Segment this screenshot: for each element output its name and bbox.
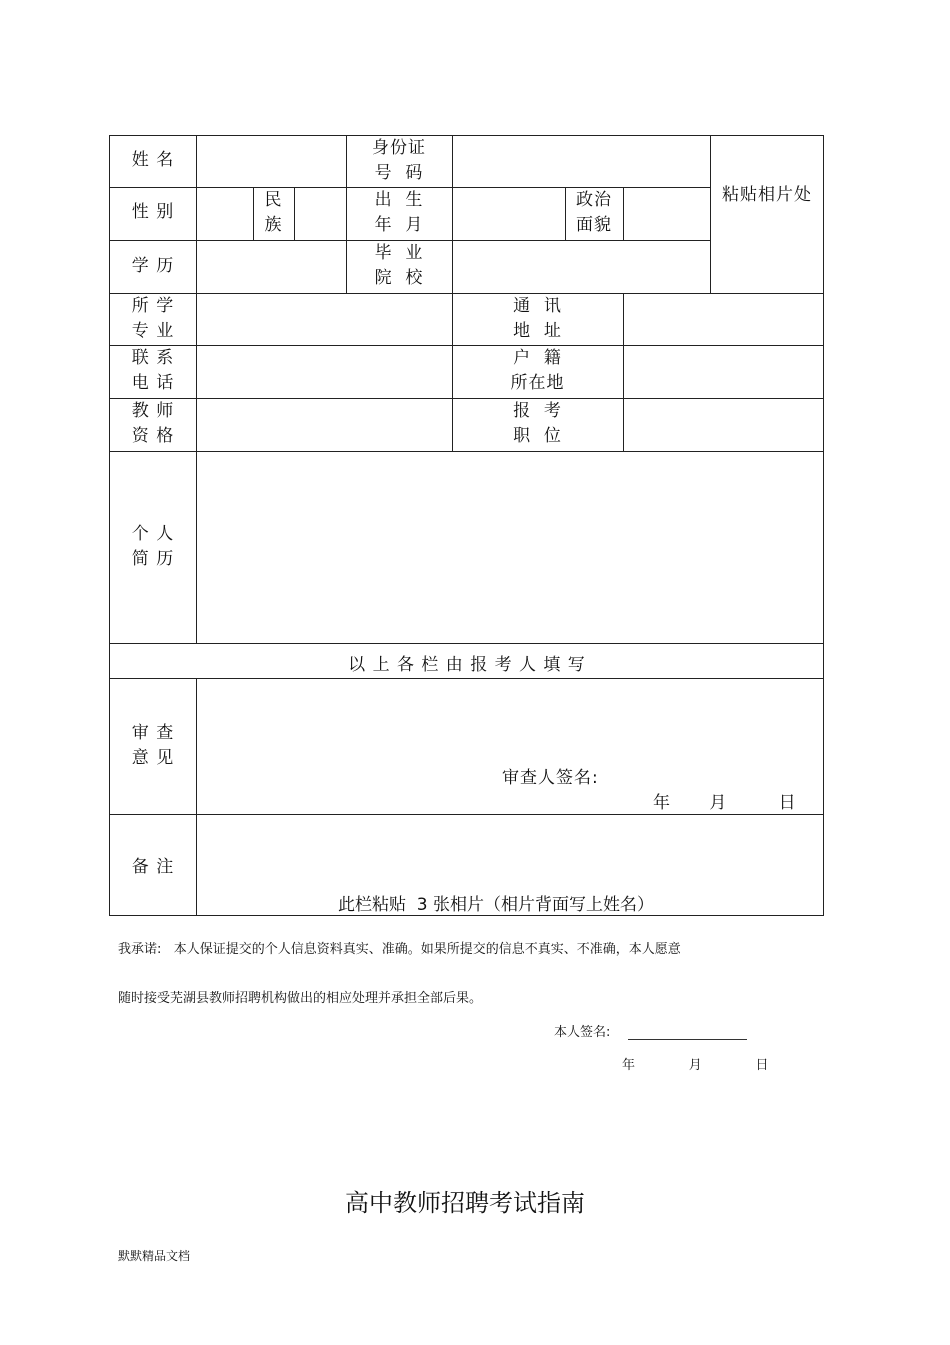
remarks-label: 备 注: [131, 857, 175, 877]
col-divider: [623, 293, 624, 451]
pledge-line-2: 随时接受芜湖县教师招聘机构做出的相应处理并承担全部后果。: [118, 991, 483, 1006]
resume-label: 个 人 简 历: [131, 524, 175, 569]
row-divider: [110, 643, 824, 644]
review-opinion-label: 审 查 意 见: [131, 723, 175, 768]
pledge-line-1: 我承诺: 本人保证提交的个人信息资料真实、准确。如果所提交的信息不真实、不准确，本人愿意: [118, 942, 681, 957]
teacher-qualification-label: 教 师 资 格: [131, 401, 175, 446]
gender-label: 性 别: [131, 202, 175, 222]
name-label: 姓 名: [131, 150, 175, 170]
col-divider: [196, 678, 197, 916]
major-label: 所 学 专 业: [131, 296, 175, 341]
row-divider: [110, 451, 824, 452]
applicant-date: 年 月 日: [622, 1058, 769, 1073]
education-label: 学 历: [131, 256, 175, 276]
hukou-label: 户 籍 所在地: [510, 348, 565, 393]
applicant-signature-line: [628, 1039, 747, 1040]
remarks-note: 此栏粘贴 3 张相片（相片背面写上姓名）: [338, 895, 655, 915]
col-divider: [196, 136, 197, 643]
mailing-address-label: 通 讯 地 址: [513, 296, 562, 341]
col-divider: [623, 187, 624, 240]
row-divider: [110, 678, 824, 679]
review-date: 年 月 日: [653, 793, 797, 813]
footer-text: 默默精品文档: [118, 1249, 191, 1263]
guide-title: 高中教师招聘考试指南: [345, 1189, 585, 1217]
photo-placeholder-label: 粘贴相片处: [722, 185, 812, 205]
col-divider: [294, 187, 295, 240]
applicant-signature-label: 本人签名:: [554, 1025, 611, 1040]
applied-position-label: 报 考 职 位: [513, 401, 562, 446]
phone-label: 联 系 电 话: [131, 348, 175, 393]
political-status-label: 政治 面貌: [576, 190, 612, 235]
id-number-label: 身份证 号 码: [372, 138, 426, 183]
ethnicity-label: 民 族: [264, 190, 283, 235]
reviewer-signature-label: 审查人签名:: [502, 768, 599, 788]
fill-note: 以 上 各 栏 由 报 考 人 填 写: [348, 655, 586, 675]
graduate-school-label: 毕 业 院 校: [374, 243, 424, 288]
registration-form: [109, 135, 824, 916]
birth-date-label: 出 生 年 月: [374, 190, 424, 235]
col-divider: [710, 136, 711, 293]
